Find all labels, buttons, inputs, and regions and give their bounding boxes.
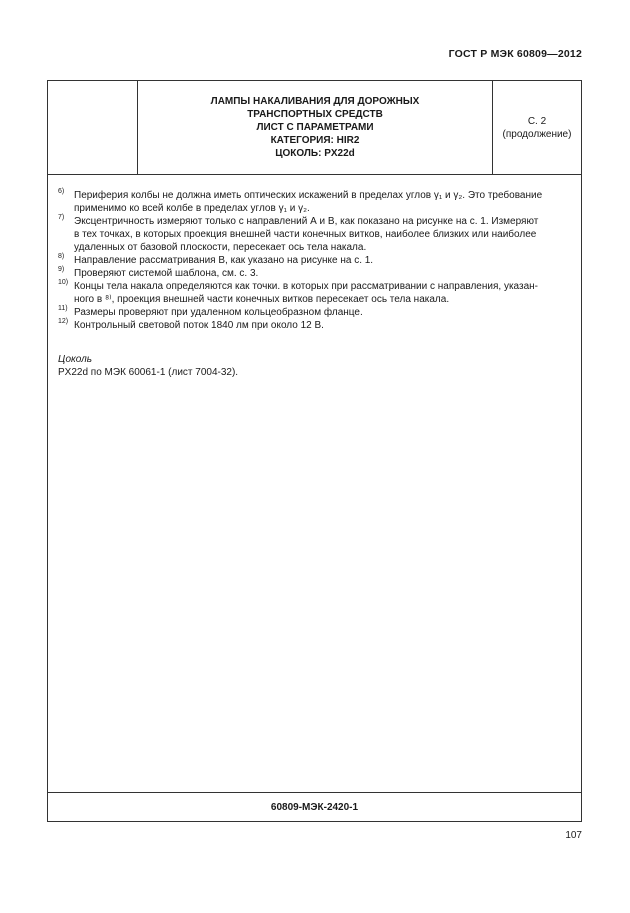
standard-code: ГОСТ Р МЭК 60809—2012 [448, 48, 582, 60]
footnote [58, 189, 574, 215]
footnote-line: Контрольный световой поток 1840 лм при около 12 В. [74, 320, 324, 331]
header-title-line: ЛАМПЫ НАКАЛИВАНИЯ ДЛЯ ДОРОЖНЫХ [210, 96, 420, 107]
header-page-note: (продолжение) [502, 128, 572, 140]
footnote [58, 280, 574, 306]
sheet-header [48, 81, 581, 175]
footnote [58, 254, 574, 267]
footnote-number: 8) [58, 253, 65, 260]
footnote [58, 306, 574, 319]
base-section-title: Цоколь [58, 354, 93, 365]
footnote [58, 319, 574, 332]
header-title-cell [138, 81, 493, 174]
base-section [58, 353, 574, 379]
footnote-number: 12) [58, 318, 69, 325]
header-title-line: КАТЕГОРИЯ: HIR2 [270, 135, 360, 146]
footnotes-list [58, 189, 574, 332]
header-title-line: ЛИСТ С ПАРАМЕТРАМИ [256, 122, 374, 133]
footnote-line: в тех точках, в которых проекция внешней части конечных витков, наиболее близких или наиболее [74, 229, 537, 240]
footnote-line: применимо ко всей колбе в пределах углов γ₁ и γ₂. [74, 203, 310, 214]
footnote-line: Эксцентричность измеряют только с направлений А и В, как показано на рисунке на с. 1. Измеряют [74, 216, 539, 227]
footnote-number: 11) [58, 305, 68, 312]
page-number: 107 [565, 830, 582, 841]
footnote-line: Концы тела накала определяются как точки. в которых при рассматривании с направления, указан- [74, 281, 538, 292]
footnote-number: 10) [58, 279, 69, 286]
header-page-label: С. 2 [527, 115, 547, 127]
header-title-line: ЦОКОЛЬ: PX22d [275, 148, 355, 159]
footnote [58, 215, 574, 254]
footnote-line: Периферия колбы не должна иметь оптических искажений в пределах углов γ₁ и γ₂. Это требование [74, 190, 543, 201]
footnote [58, 267, 574, 280]
sheet-footer-code: 60809-МЭК-2420-1 [48, 792, 581, 821]
header-left-cell [48, 81, 138, 174]
sheet-frame [47, 80, 582, 822]
footnote-line: Размеры проверяют при удаленном кольцеобразном фланце. [74, 307, 363, 318]
base-section-text: PX22d по МЭК 60061-1 (лист 7004-32). [58, 367, 239, 378]
header-page-cell [493, 81, 581, 174]
footnote-number: 9) [58, 266, 65, 273]
header-title-line: ТРАНСПОРТНЫХ СРЕДСТВ [247, 109, 383, 120]
footnote-number: 6) [58, 188, 65, 195]
footnote-line: удаленных от базовой плоскости, пересекает ось тела накала. [74, 242, 367, 253]
footnote-line: Направление рассматривания В, как указано на рисунке на с. 1. [74, 255, 374, 266]
footnote-number: 7) [58, 214, 65, 221]
footnote-line: Проверяют системой шаблона, см. с. 3. [74, 268, 259, 279]
footnote-line: ного в ⁸⁾, проекция внешней части конечных витков пересекает ось тела накала. [74, 294, 450, 305]
